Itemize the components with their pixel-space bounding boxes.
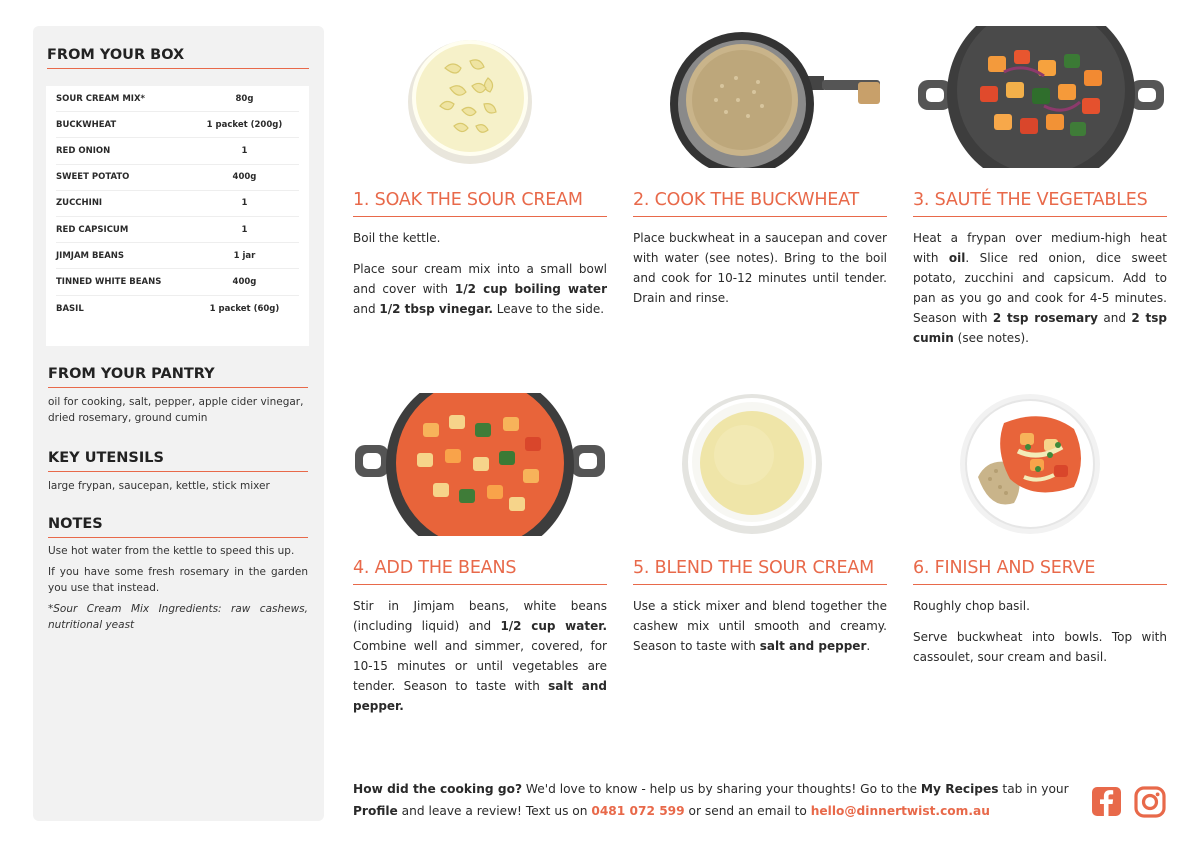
ingredient-row: [56, 112, 299, 138]
ingredient-qty: 1: [241, 224, 248, 235]
step-title: 5. BLEND THE SOUR CREAM: [633, 558, 887, 585]
notes-footnote: *Sour Cream Mix Ingredients: raw cashews, nutritional yeast: [48, 603, 308, 631]
step-5: [633, 558, 887, 656]
sidebar: [33, 26, 324, 821]
emphasis-text: salt and pepper: [759, 639, 867, 653]
emphasis-text: 2 tsp cumin: [913, 311, 1167, 345]
step-text: . Slice red onion, dice sweet potato, zucchini and capsicum. Add to pan as you go and cook for 4-5 minutes. Season with: [913, 251, 1167, 325]
review-footer: [353, 778, 1073, 822]
emphasis-text: How did the cooking go?: [353, 782, 523, 796]
step-6: [913, 558, 1167, 667]
ingredient-name: ZUCCHINI: [56, 198, 103, 209]
step-paragraph: [353, 228, 607, 248]
ingredient-row: [56, 269, 299, 295]
step-paragraph: [353, 259, 607, 319]
step-paragraph: [913, 228, 1167, 348]
step-4: [353, 558, 607, 716]
step-text: Leave to the side.: [492, 302, 605, 316]
utensils-text: large frypan, saucepan, kettle, stick mixer: [48, 480, 270, 492]
step-body: [633, 228, 887, 308]
ingredient-name: SWEET POTATO: [56, 172, 130, 183]
contact-link[interactable]: hello@dinnertwist.com.au: [810, 804, 990, 818]
pantry-section: [48, 366, 308, 426]
step-text: Heat a frypan over medium-high heat with: [913, 231, 1167, 265]
emphasis-text: 1/2 tbsp vinegar.: [379, 302, 493, 316]
step-text: Boil the kettle.: [353, 231, 441, 245]
ingredient-name: BASIL: [56, 303, 84, 314]
ingredient-row: [56, 86, 299, 112]
sour-cream-bowl-photo: [680, 393, 825, 536]
step-text: Roughly chop basil.: [913, 599, 1030, 613]
ingredient-qty: 400g: [232, 276, 257, 287]
step-title: 1. SOAK THE SOUR CREAM: [353, 190, 607, 217]
step-text: Use a stick mixer and blend together the cashew mix until smooth and creamy. Season to taste with: [633, 599, 887, 653]
pantry-heading: FROM YOUR PANTRY: [48, 366, 308, 388]
emphasis-text: 1/2 cup water.: [500, 619, 608, 633]
utensils-section: [48, 450, 308, 494]
step-text: (see notes).: [953, 331, 1029, 345]
ingredient-qty: 400g: [232, 172, 257, 183]
step-body: [353, 228, 607, 319]
ingredient-name: RED ONION: [56, 145, 111, 156]
note-item: If you have some fresh rosemary in the garden you use that instead.: [48, 566, 308, 594]
step-text: and: [1098, 311, 1132, 325]
step-body: [913, 228, 1167, 348]
step-paragraph: [633, 596, 887, 656]
step-title: 6. FINISH AND SERVE: [913, 558, 1167, 585]
cashews-bowl-photo: [400, 26, 540, 168]
step-text: and: [353, 302, 380, 316]
ingredient-qty: 1 jar: [233, 250, 256, 261]
vegetable-pan-photo: [914, 26, 1168, 168]
ingredient-name: TINNED WHITE BEANS: [56, 276, 162, 287]
from-your-box-heading: FROM YOUR BOX: [47, 47, 309, 69]
bean-stew-pan-photo: [353, 393, 607, 536]
ingredient-row: [56, 296, 299, 322]
facebook-icon[interactable]: [1091, 786, 1122, 817]
ingredient-qty: 1 packet (60g): [209, 303, 280, 314]
footer-text: tab in your: [998, 782, 1069, 796]
ingredient-qty: 80g: [235, 93, 254, 104]
step-title: 2. COOK THE BUCKWHEAT: [633, 190, 887, 217]
step-body: [353, 596, 607, 716]
ingredient-name: BUCKWHEAT: [56, 119, 117, 130]
contact-link[interactable]: 0481 072 599: [591, 804, 685, 818]
ingredient-name: RED CAPSICUM: [56, 224, 129, 235]
step-text: Place sour cream mix into a small bowl and cover with: [353, 262, 607, 296]
step-paragraph: [633, 228, 887, 308]
note-item: Use hot water from the kettle to speed this up.: [48, 545, 295, 557]
step-paragraph: [913, 596, 1167, 616]
step-text: Combine well and simmer, covered, for 10-15 minutes or until vegetables are tender. Season to taste with: [353, 639, 607, 693]
ingredient-qty: 1: [241, 145, 248, 156]
step-1: [353, 190, 607, 319]
step-text: Stir in Jimjam beans, white beans (including liquid) and: [353, 599, 607, 633]
step-paragraph: [353, 596, 607, 716]
ingredient-name: SOUR CREAM MIX*: [56, 93, 145, 104]
step-2: [633, 190, 887, 308]
emphasis-text: 2 tsp rosemary: [992, 311, 1098, 325]
ingredient-row: [56, 217, 299, 243]
step-paragraph: [913, 627, 1167, 667]
utensils-heading: KEY UTENSILS: [48, 450, 308, 472]
ingredient-row: [56, 243, 299, 269]
emphasis-text: 1/2 cup boiling water: [454, 282, 607, 296]
buckwheat-strainer-photo: [666, 26, 881, 168]
step-text: .: [866, 639, 871, 653]
notes-heading: NOTES: [48, 516, 308, 538]
step-title: 3. SAUTÉ THE VEGETABLES: [913, 190, 1167, 217]
step-body: [633, 596, 887, 656]
ingredients-table: [46, 86, 309, 346]
emphasis-text: salt and pepper.: [353, 679, 607, 713]
step-text: Serve buckwheat into bowls. Top with cassoulet, sour cream and basil.: [913, 630, 1167, 664]
ingredient-qty: 1: [241, 198, 248, 209]
ingredient-row: [56, 165, 299, 191]
emphasis-text: oil: [948, 251, 966, 265]
ingredient-row: [56, 138, 299, 164]
step-3: [913, 190, 1167, 348]
served-plate-photo: [958, 393, 1103, 536]
footer-text: and leave a review! Text us on: [397, 804, 592, 818]
step-text: Place buckwheat in a saucepan and cover with water (see notes). Bring to the boil and cook for 10-12 minutes until tender. Drain and rinse.: [633, 231, 887, 305]
emphasis-text: Profile: [353, 804, 398, 818]
notes-section: [48, 516, 308, 633]
step-title: 4. ADD THE BEANS: [353, 558, 607, 585]
step-body: [913, 596, 1167, 667]
pantry-text: oil for cooking, salt, pepper, apple cider vinegar, dried rosemary, ground cumin: [48, 396, 304, 424]
ingredient-name: JIMJAM BEANS: [56, 250, 125, 261]
ingredient-qty: 1 packet (200g): [206, 119, 283, 130]
instagram-icon[interactable]: [1134, 786, 1166, 818]
footer-text: or send an email to: [684, 804, 811, 818]
ingredient-row: [56, 191, 299, 217]
emphasis-text: My Recipes: [920, 782, 999, 796]
footer-text: We'd love to know - help us by sharing your thoughts! Go to the: [522, 782, 921, 796]
